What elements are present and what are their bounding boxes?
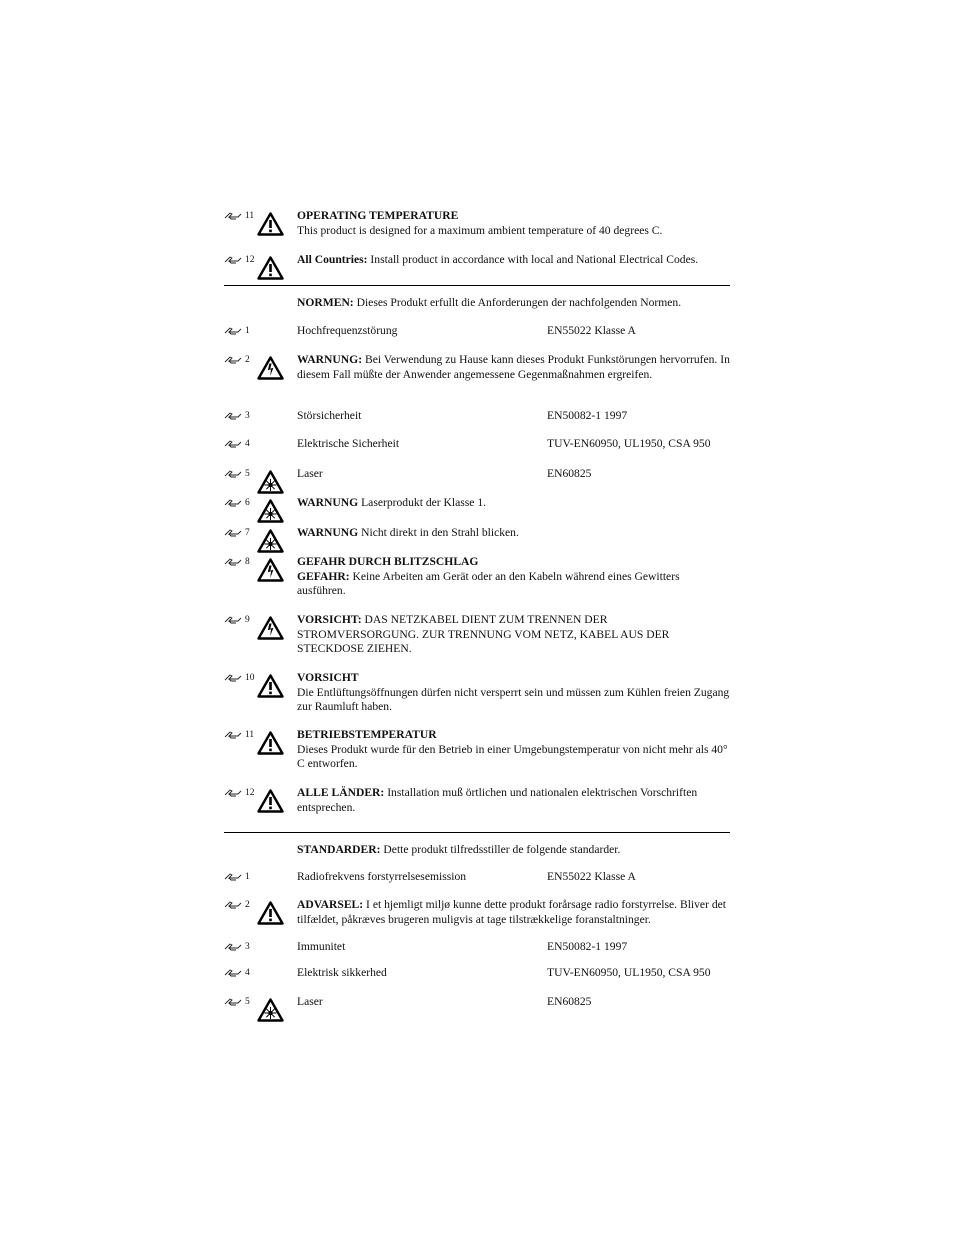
general-warning-icon: [257, 789, 284, 813]
list-item: [224, 613, 730, 657]
general-warning-icon: [257, 731, 284, 755]
pointing-hand-icon: [224, 731, 243, 739]
electrical-hazard-icon: [257, 356, 284, 380]
list-item: [224, 253, 730, 281]
list-item: [224, 898, 730, 928]
pointing-hand-icon: [224, 674, 243, 682]
item-text: All Countries: Install product in accordance with local and National Electrical Codes.: [297, 253, 699, 266]
list-item: [224, 467, 730, 493]
electrical-hazard-icon: [257, 558, 284, 582]
item-text: OPERATING TEMPERATURE This product is designed for a maximum ambient temperature of 40 degrees C.: [297, 209, 663, 237]
laser-radiation-icon: [257, 529, 284, 553]
item-number: 5: [224, 467, 250, 482]
section-divider: [224, 285, 730, 286]
pointing-hand-icon: [224, 789, 243, 797]
item-number: 3: [224, 409, 250, 424]
electrical-hazard-icon: [257, 616, 284, 640]
item-text: ADVARSEL: I et hjemligt miljø kunne dette produkt forårsage radio forstyrrelse. Bliver det tilfældet, påkræves brugeren muligvis at tage tilstrækkelige foranstaltninger.: [297, 898, 726, 926]
list-item: [224, 526, 730, 552]
pointing-hand-icon: [224, 212, 243, 220]
item-number: 5: [224, 995, 250, 1010]
pointing-hand-icon: [224, 440, 243, 448]
pointing-hand-icon: [224, 969, 243, 977]
pointing-hand-icon: [224, 327, 243, 335]
item-text: Laser: [297, 995, 323, 1008]
pointing-hand-icon: [224, 470, 243, 478]
item-value: TUV-EN60950, UL1950, CSA 950: [547, 966, 711, 979]
item-number: 6: [224, 496, 250, 511]
item-text: WARNUNG Laserprodukt der Klasse 1.: [297, 496, 487, 509]
item-number: 7: [224, 526, 250, 541]
item-text: Elektrische Sicherheit: [297, 437, 400, 450]
item-text: Störsicherheit: [297, 409, 362, 422]
item-value: EN55022 Klasse A: [547, 870, 636, 883]
item-value: EN60825: [547, 467, 592, 480]
pointing-hand-icon: [224, 558, 243, 566]
list-item: [224, 995, 730, 1023]
pointing-hand-icon: [224, 943, 243, 951]
item-text: VORSICHT: DAS NETZKABEL DIENT ZUM TRENNEN DER STROMVERSORGUNG. ZUR TRENNUNG VOM NETZ, KABEL AUS DER STECKDOSE ZIEHEN.: [297, 613, 670, 656]
item-number: 1: [224, 324, 250, 339]
pointing-hand-icon: [224, 901, 243, 909]
item-number: 9: [224, 613, 250, 628]
pointing-hand-icon: [224, 529, 243, 537]
item-text: WARNUNG Nicht direkt in den Strahl blicken.: [297, 526, 519, 539]
item-value: EN60825: [547, 995, 592, 1008]
list-item: [224, 353, 730, 397]
item-text: BETRIEBSTEMPERATUR Dieses Produkt wurde für den Betrieb in einer Umgebungstemperatur von nicht mehr als 40° C entworfen.: [297, 728, 728, 771]
pointing-hand-icon: [224, 256, 243, 264]
item-number: 10: [224, 671, 255, 686]
item-text: Elektrisk sikkerhed: [297, 966, 387, 979]
item-text: VORSICHT Die Entlüftungsöffnungen dürfen nicht versperrt sein und müssen zum Kühlen freien Zugang zur Raumluft haben.: [297, 671, 730, 714]
pointing-hand-icon: [224, 616, 243, 624]
item-value: EN55022 Klasse A: [547, 324, 636, 337]
item-text: Radiofrekvens forstyrrelsesemission: [297, 870, 467, 883]
item-number: 11: [224, 209, 254, 224]
item-text: Laser: [297, 467, 323, 480]
item-value: EN50082-1 1997: [547, 409, 628, 422]
list-item: [224, 728, 730, 772]
general-warning-icon: [257, 901, 284, 925]
general-warning-icon: [257, 674, 284, 698]
item-number: 4: [224, 966, 250, 981]
list-item: [224, 671, 730, 715]
item-number: 2: [224, 898, 250, 913]
pointing-hand-icon: [224, 873, 243, 881]
item-text: WARNUNG: Bei Verwendung zu Hause kann dieses Produkt Funkstörungen hervorrufen. In diesem Fall müßte der Anwender angemessene Gegenmaßnahmen ergreifen.: [297, 353, 730, 381]
general-warning-icon: [257, 256, 284, 280]
item-number: 8: [224, 555, 250, 570]
section-divider: [224, 832, 730, 833]
list-item: [224, 209, 730, 239]
item-number: 4: [224, 437, 250, 452]
item-number: 11: [224, 728, 254, 743]
item-number: 3: [224, 940, 250, 955]
item-text: Immunitet: [297, 940, 346, 953]
list-item: [224, 555, 730, 599]
general-warning-icon: [257, 212, 284, 236]
item-value: TUV-EN60950, UL1950, CSA 950: [547, 437, 711, 450]
laser-radiation-icon: [257, 470, 284, 494]
list-item: [224, 496, 730, 522]
item-text: GEFAHR DURCH BLITZSCHLAG GEFAHR: Keine Arbeiten am Gerät oder an den Kabeln während eines Gewitters ausführen.: [297, 555, 680, 598]
pointing-hand-icon: [224, 356, 243, 364]
laser-radiation-icon: [257, 998, 284, 1022]
item-text: Hochfrequenzstörung: [297, 324, 398, 337]
item-text: ALLE LÄNDER: Installation muß örtlichen und nationalen elektrischen Vorschriften entsprechen.: [297, 786, 698, 814]
item-number: 12: [224, 253, 255, 268]
item-number: 2: [224, 353, 250, 368]
laser-radiation-icon: [257, 499, 284, 523]
document-page: 11 OPERATING TEMPERATURE This product is designed for a maximum ambient temperature of 40 degrees C. 12 All Countries: Install product in accordance with local and National Electrical Codes. NORMEN: Dieses Produkt erfullt die Anforderungen der nachfolgenden Normen. 1 Hochfrequenzstörung EN55022 Klasse A 2 WARNUNG: Bei Verwendung zu Hause kann dieses Produkt Funkstörungen hervorrufen. In diesem Fall müßte der Anwender angemessene Gegenmaßnahmen ergreifen. 3 Störsicherheit EN50082-1 1997 4 Elektrische Sicherheit TUV-EN60950, UL1950, CSA 950 5 Laser EN60825 6 WARNUNG Laserprodukt der Klasse 1. 7 WARNUNG Nicht direkt in den Strahl blicken. 8 GEFAHR DURCH BLITZSCHLAG GEFAHR: Keine Arbeiten am Gerät oder an den Kabeln während eines Gewitters ausführen. 9 VORSICHT: DAS NETZKABEL DIENT ZUM TRENNEN DER STROMVERSORGUNG. ZUR TRENNUNG VOM NETZ, KABEL AUS DER STECKDOSE ZIEHEN. 10 VORSICHT Die Entlüftungsöffnungen dürfen nicht versperrt sein und müssen zum Kühlen freien Zugang zur Raumluft haben. 11 BETRIEBSTEMPERATUR Dieses Produkt wurde für den Betrieb in einer Umgebungstemperatur von nicht mehr als 40° C entworfen. 12 ALLE LÄNDER: Installation muß örtlichen und nationalen elektrischen Vorschriften entsprechen. STANDARDER: Dette produkt tilfredsstiller de folgende standarder. 1 Radiofrekvens forstyrrelsesemission EN55022 Klasse A 2 ADVARSEL: I et hjemligt miljø kunne dette produkt forårsage radio forstyrrelse. Bliver det tilfældet, påkræves brugeren muligvis at tage tilstrækkelige foranstaltninger. 3 Immunitet EN50082-1 1997 4 Elektrisk sikkerhed TUV-EN60950, UL1950, CSA 950 5 Laser EN60825: [0, 0, 954, 1235]
pointing-hand-icon: [224, 412, 243, 420]
pointing-hand-icon: [224, 998, 243, 1006]
item-number: 1: [224, 870, 250, 885]
pointing-hand-icon: [224, 499, 243, 507]
list-item: [224, 786, 730, 816]
item-number: 12: [224, 786, 255, 801]
item-value: EN50082-1 1997: [547, 940, 628, 953]
